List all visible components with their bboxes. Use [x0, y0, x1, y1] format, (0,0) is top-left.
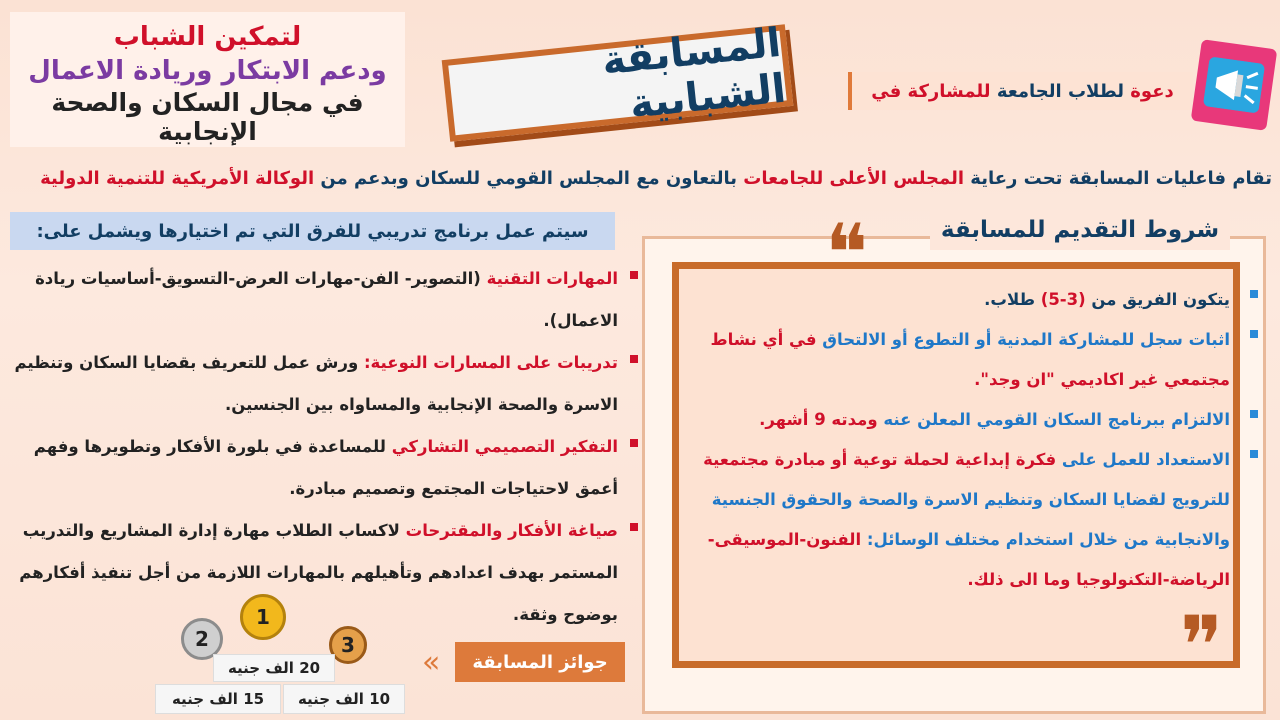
condition-text: يتكون الفريق من	[1085, 290, 1230, 309]
list-item	[4, 426, 644, 510]
condition-highlight: في أي نشاط مجتمعي غير اكاديمي "ان وجد".	[710, 330, 1230, 389]
double-chevron-left-icon: «	[422, 645, 441, 680]
training-item-title: التفكير التصميمي التشاركي	[391, 437, 618, 456]
page-title: المسابقة الشبابية	[599, 19, 788, 128]
training-list	[4, 258, 644, 636]
tagline-box	[10, 12, 405, 147]
invitation-audience: لطلاب الجامعة	[996, 80, 1125, 102]
sponsor-text-2: بالتعاون مع	[636, 168, 738, 189]
sponsor-population-council: المجلس القومي للسكان	[415, 168, 630, 189]
condition-text: طلاب.	[984, 290, 1041, 309]
condition-text: للترويج لقضايا السكان وتنظيم الاسرة والصحة والحقوق الجنسية والانجابية من خلال استخدام مختلف الوسائل:	[711, 490, 1230, 549]
list-item	[700, 280, 1260, 320]
quote-icon: ❝	[825, 207, 869, 300]
first-place-amount: 20 الف جنيه	[213, 654, 335, 682]
list-item	[700, 400, 1260, 440]
condition-highlight: ومدته 9 أشهر.	[759, 410, 878, 429]
quote-icon: ❞	[1180, 599, 1224, 692]
invitation-word: دعوة	[1130, 80, 1174, 102]
conditions-list	[700, 280, 1260, 600]
second-place-rank: 2	[195, 627, 209, 651]
megaphone-icon	[1191, 39, 1278, 131]
training-item-text: (التصوير- الفن-مهارات العرض-التسويق-أساسيات ريادة الاعمال).	[35, 269, 618, 330]
training-item-title: المهارات التقنية	[486, 269, 618, 288]
tagline-line-1: لتمكين الشباب	[113, 22, 302, 52]
invitation-banner	[848, 72, 1193, 110]
list-item	[700, 320, 1260, 400]
tagline-line-2: ودعم الابتكار وريادة الاعمال	[28, 56, 387, 86]
training-item-title: تدريبات على المسارات النوعية:	[363, 353, 618, 372]
title-banner	[442, 19, 794, 142]
prizes-podium	[145, 590, 415, 720]
condition-text: الاستعداد للعمل على	[1056, 450, 1230, 469]
training-item-text: لاكساب الطلاب مهارة إدارة المشاريع والتدريب المستمر بهدف اعدادهم وتأهيلهم بالمهارات اللازمة من أجل تنفيذ أفكارهم بوضوح وثقة.	[19, 521, 618, 624]
second-place-amount: 15 الف جنيه	[155, 684, 281, 714]
training-item-text: ورش عمل للتعريف بقضايا السكان وتنظيم الاسرة والصحة الإنجابية والمساواه بين الجنسين.	[14, 353, 618, 414]
third-place-rank: 3	[341, 633, 355, 657]
condition-highlight: الفنون-الموسيقى-الرياضة-التكنولوجيا وما الى ذلك.	[707, 530, 1230, 589]
sponsor-usaid: الوكالة الأمريكية للتنمية الدولية	[40, 168, 315, 189]
sponsor-text-1: تقام فاعليات المسابقة تحت رعاية	[970, 168, 1272, 189]
invitation-participate: للمشاركة في	[871, 80, 991, 102]
list-item	[4, 258, 644, 342]
list-item	[700, 440, 1260, 600]
list-item	[4, 342, 644, 426]
condition-highlight: (3-5)	[1040, 290, 1086, 309]
tagline-line-3: في مجال السكان والصحة الإنجابية	[51, 88, 364, 146]
training-item-title: صياغة الأفكار والمقترحات	[405, 521, 618, 540]
prizes-label: جوائز المسابقة	[455, 642, 625, 682]
sponsor-text-3: وبدعم من	[320, 168, 409, 189]
condition-text: الالتزام ببرنامج السكان القومي المعلن عنه	[877, 410, 1230, 429]
sponsor-council: المجلس الأعلى للجامعات	[743, 168, 965, 189]
trophy-icon	[240, 594, 286, 640]
third-place-amount: 10 الف جنيه	[283, 684, 405, 714]
sponsor-line	[0, 168, 1272, 189]
training-item-text: للمساعدة في بلورة الأفكار وتطويرها وفهم أعمق لاحتياجات المجتمع وتصميم مبادرة.	[33, 437, 618, 498]
first-place-rank: 1	[256, 605, 270, 629]
training-header: سيتم عمل برنامج تدريبي للفرق التي تم اختيارها ويشمل على:	[10, 212, 615, 250]
condition-highlight: فكرة إبداعية لحملة توعية أو مبادرة مجتمعية	[703, 450, 1057, 469]
conditions-title: شروط التقديم للمسابقة	[930, 210, 1230, 250]
condition-text: اثبات سجل للمشاركة المدنية أو التطوع أو الالتحاق	[816, 330, 1230, 349]
